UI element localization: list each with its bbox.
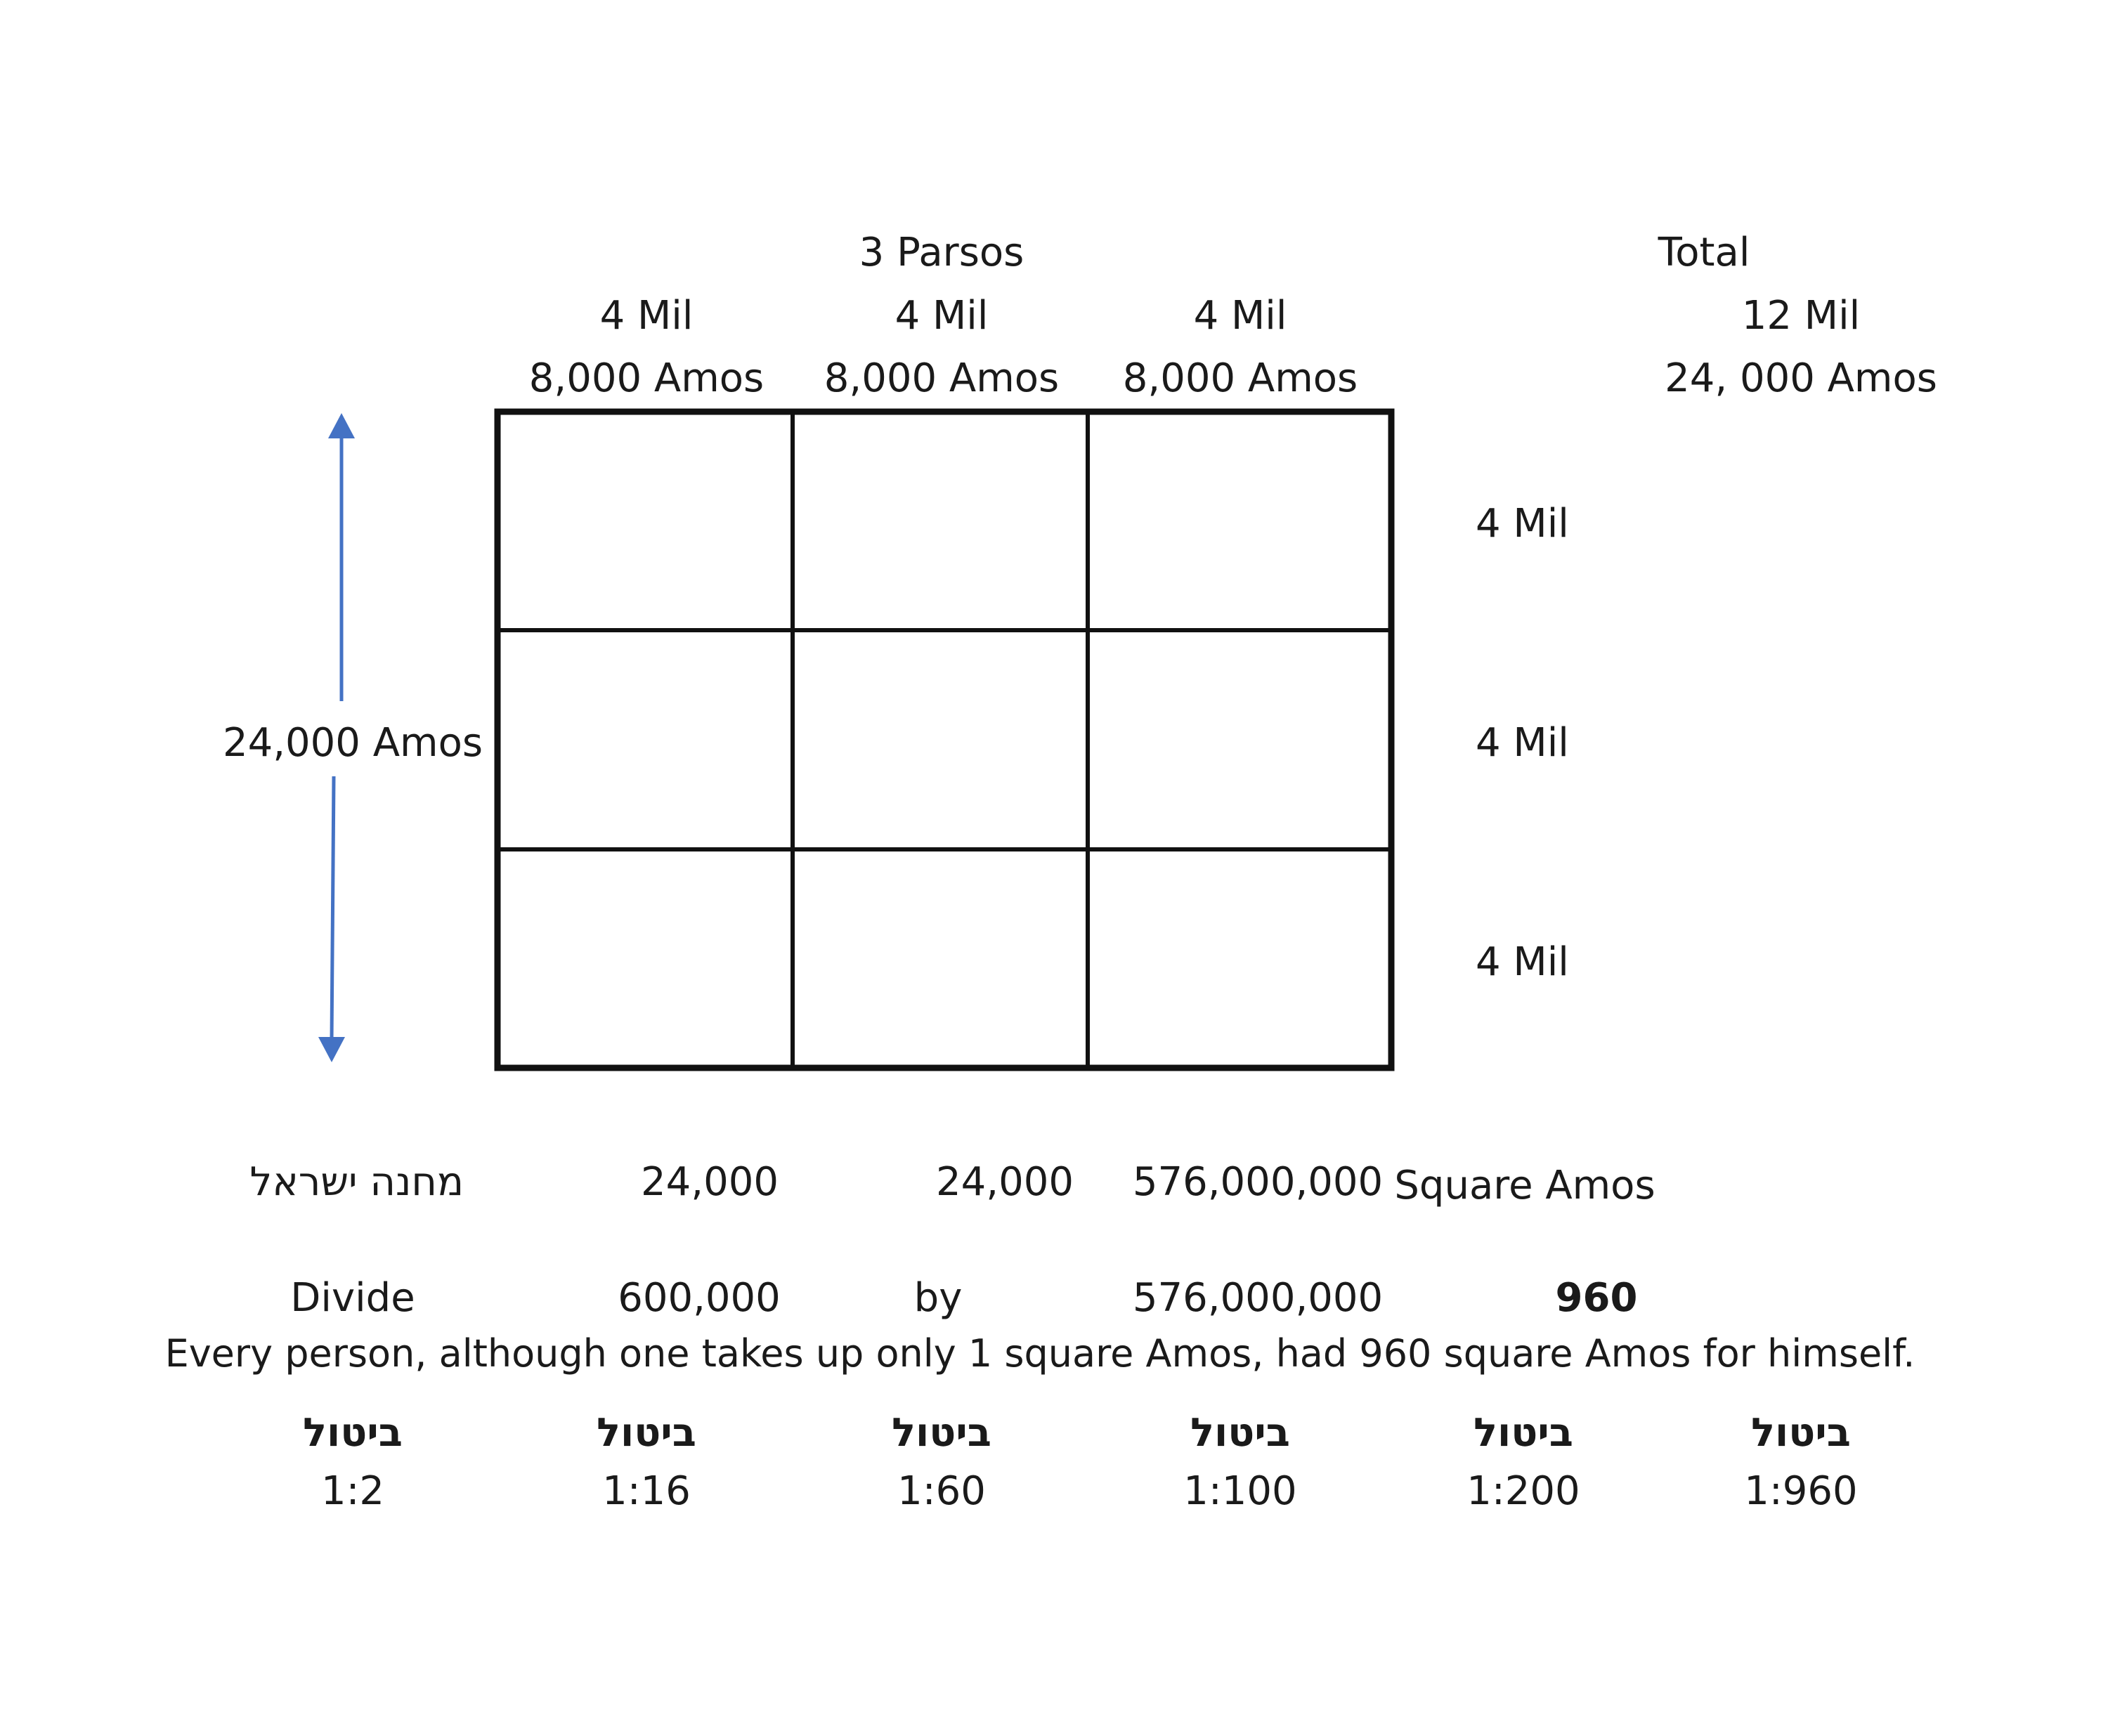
column-3-mil: 4 Mil bbox=[1193, 293, 1287, 339]
row-2-mil: 4 Mil bbox=[1476, 720, 1569, 766]
bitul-4-ratio: 1:100 bbox=[1183, 1468, 1297, 1514]
column-1-amos: 8,000 Amos bbox=[528, 355, 765, 401]
row-1-mil: 4 Mil bbox=[1476, 501, 1569, 547]
grid-outline bbox=[497, 412, 1391, 1068]
column-1-mil: 4 Mil bbox=[599, 293, 694, 339]
arrow-lower-shaft bbox=[332, 776, 334, 1040]
divide-label: Divide bbox=[290, 1275, 415, 1321]
calc-factor-b: 24,000 bbox=[936, 1159, 1074, 1205]
row-3-mil: 4 Mil bbox=[1476, 939, 1569, 985]
total-amos: 24, 000 Amos bbox=[1665, 355, 1937, 401]
divide-by: by bbox=[913, 1275, 963, 1321]
bitul-4-word: ביטול bbox=[1190, 1410, 1290, 1456]
total-mil: 12 Mil bbox=[1741, 293, 1861, 339]
camp-grid bbox=[497, 412, 1391, 1068]
camp-label-hebrew: מחנה ישראל bbox=[249, 1159, 464, 1205]
divide-result: 960 bbox=[1555, 1275, 1638, 1321]
column-2-amos: 8,000 Amos bbox=[824, 355, 1060, 401]
bitul-5-word: ביטול bbox=[1473, 1410, 1573, 1456]
column-3-amos: 8,000 Amos bbox=[1122, 355, 1358, 401]
bitul-1-ratio: 1:2 bbox=[320, 1468, 385, 1514]
arrow-down-head bbox=[318, 1037, 345, 1062]
bitul-1-word: ביטול bbox=[303, 1410, 403, 1456]
bitul-2-ratio: 1:16 bbox=[602, 1468, 691, 1514]
bitul-5-ratio: 1:200 bbox=[1466, 1468, 1580, 1514]
arrow-up-head bbox=[328, 413, 355, 438]
calc-factor-a: 24,000 bbox=[641, 1159, 779, 1205]
bitul-6-word: ביטול bbox=[1751, 1410, 1851, 1456]
divide-dividend: 600,000 bbox=[618, 1275, 781, 1321]
column-2-mil: 4 Mil bbox=[894, 293, 989, 339]
bitul-3-word: ביטול bbox=[892, 1410, 991, 1456]
divide-divisor: 576,000,000 bbox=[1132, 1275, 1384, 1321]
bitul-2-word: ביטול bbox=[597, 1410, 696, 1456]
calc-unit: Square Amos bbox=[1394, 1163, 1655, 1208]
explanation-sentence: Every person, although one takes up only 1 square Amos, had 960 square Amos for himself. bbox=[164, 1331, 1915, 1376]
side-dimension-label: 24,000 Amos bbox=[222, 720, 483, 766]
calc-product: 576,000,000 bbox=[1132, 1159, 1384, 1205]
parsos-label: 3 Parsos bbox=[859, 230, 1024, 275]
bitul-6-ratio: 1:960 bbox=[1744, 1468, 1858, 1514]
total-label: Total bbox=[1658, 230, 1750, 275]
bitul-3-ratio: 1:60 bbox=[897, 1468, 986, 1514]
